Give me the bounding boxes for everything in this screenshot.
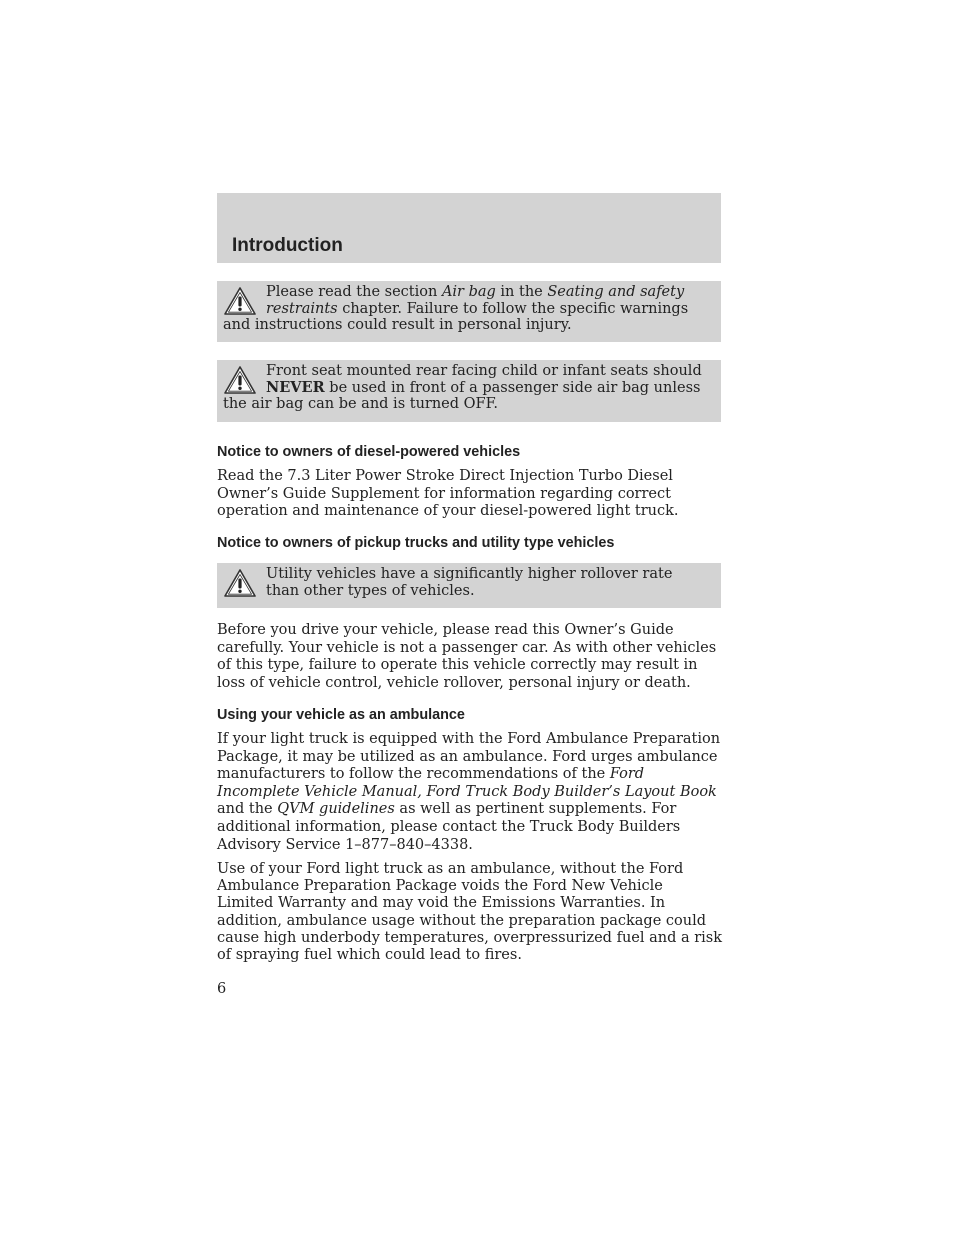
warning-text-part: chapter. Failure to follow the specific warnings and instructions could result in personal injury. <box>223 300 689 334</box>
warning-box-rollover <box>217 563 721 608</box>
warning-text-part: in the <box>495 284 548 300</box>
paragraph-text-emphasis: Ford Incomplete Vehicle Manual, Ford Truck Body Builder’s Layout Book <box>217 766 717 800</box>
paragraph-pickup: Before you drive your vehicle, please read this Owner’s Guide carefully. Your vehicle is not a passenger car. As with other vehicles of this type, failure to operate this vehicle correctly may result in loss of vehicle control, vehicle rollover, personal injury or death. <box>217 622 717 691</box>
warning-text-part: Front seat mounted rear facing child or infant seats should <box>266 363 702 379</box>
paragraph-text-part: as well as pertinent supplements. For additional information, please contact the Truck Body Builders Advisory Service 1–877–840–4338. <box>217 801 681 853</box>
paragraph-text-part: and the <box>217 801 278 818</box>
warning-text-emphasis: Air bag <box>441 284 496 300</box>
warning-text-strong: NEVER <box>266 378 325 396</box>
section-heading-ambulance: Using your vehicle as an ambulance <box>217 707 465 723</box>
warning-text-emphasis: Seating and safety restraints <box>266 284 685 317</box>
warning-text-part: Utility vehicles have a significantly higher rollover rate than other types of vehicles. <box>266 566 673 599</box>
warning-triangle-icon <box>223 365 257 395</box>
warning-box-air-bag <box>217 281 721 342</box>
section-heading-pickup: Notice to owners of pickup trucks and utility type vehicles <box>217 535 615 551</box>
paragraph-text-part: If your light truck is equipped with the Ford Ambulance Preparation Package, it may be utilized as an ambulance. Ford urges ambulance manufacturers to follow the recommendations of the <box>217 731 721 783</box>
warning-triangle-icon <box>223 568 257 598</box>
page-number: 6 <box>217 981 227 997</box>
chapter-header-band <box>217 193 721 263</box>
warning-triangle-icon <box>223 286 257 316</box>
warning-box-child-seat <box>217 360 721 422</box>
paragraph-ambulance-1 <box>217 731 723 854</box>
warning-text-part: be used in front of a passenger side air bag unless the air bag can be and is turned OFF. <box>223 379 701 413</box>
section-heading-diesel: Notice to owners of diesel-powered vehicles <box>217 444 521 460</box>
paragraph-ambulance-2: Use of your Ford light truck as an ambulance, without the Ford Ambulance Preparation Package voids the Ford New Vehicle Limited Warranty and may void the Emissions Warranties. In addition, ambulance usage without the preparation package could cause high underbody temperatures, overpressurized fuel and a risk of spraying fuel which could lead to fires. <box>217 861 723 964</box>
paragraph-text-emphasis: QVM guidelines <box>277 801 395 818</box>
chapter-title: Introduction <box>232 235 343 256</box>
warning-text-part: Please read the section <box>266 284 442 300</box>
paragraph-diesel: Read the 7.3 Liter Power Stroke Direct Injection Turbo Diesel Owner’s Guide Supplement for information regarding correct operation and maintenance of your diesel-powered light truck. <box>217 468 679 520</box>
